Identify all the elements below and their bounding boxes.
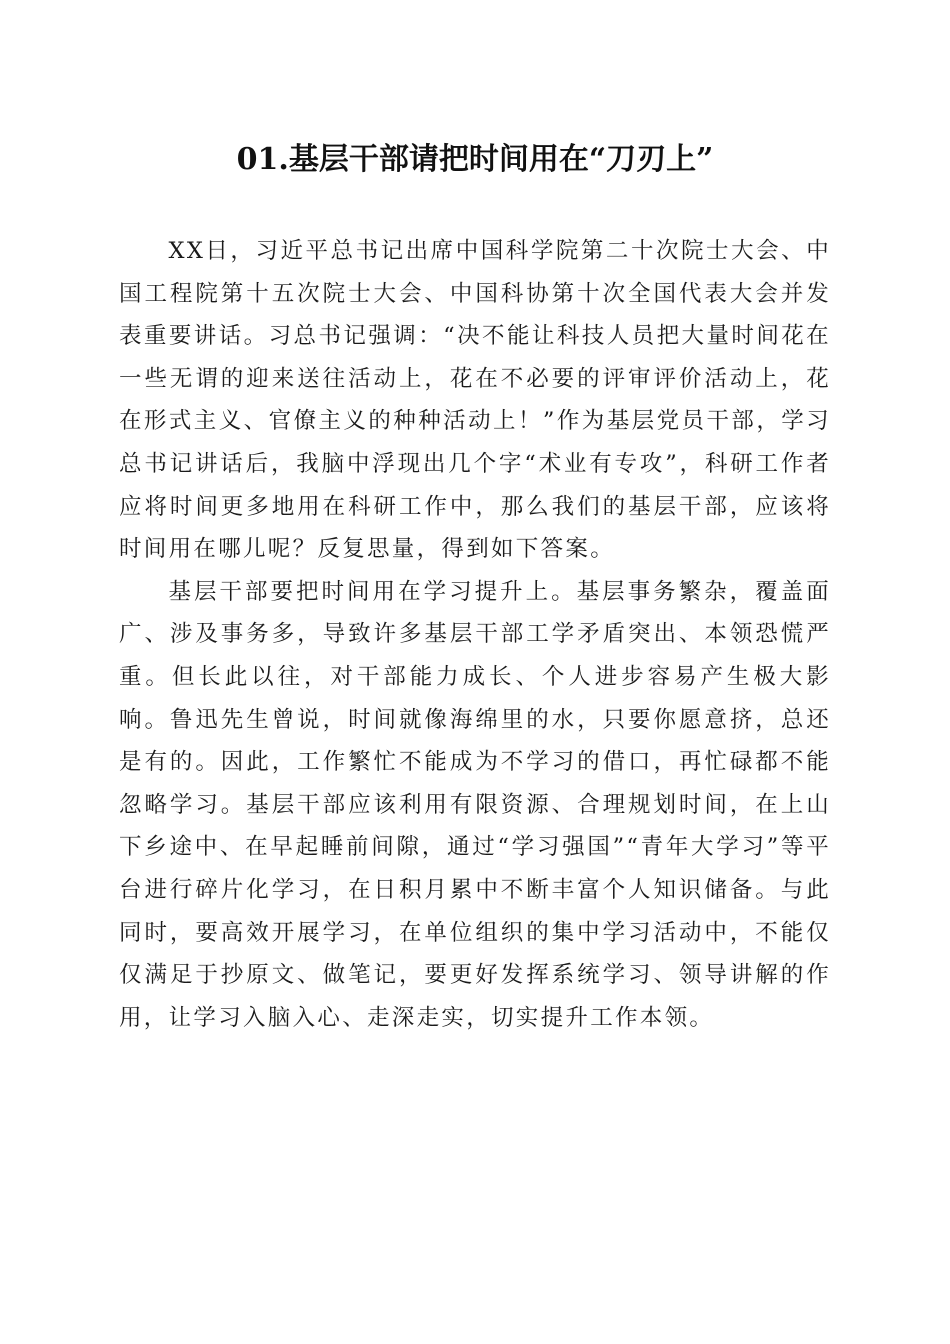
paragraph-intro: XX日，习近平总书记出席中国科学院第二十次院士大会、中国工程院第十五次院士大会、中国科协第十次全国代表大会并发表重要讲话。习总书记强调：“决不能让科技人员把大量时间花在一些无谓的迎来送往活动上，花在不必要的评审评价活动上，花在形式主义、官僚主义的种种活动上！”作为基层党员干部，学习总书记讲话后，我脑中浮现出几个字“术业有专攻”，科研工作者应将时间更多地用在科研工作中，那么我们的基层干部，应该将时间用在哪儿呢？反复思量，得到如下答案。 [119,238,831,563]
paragraph-study: 基层干部要把时间用在学习提升上。基层事务繁杂，覆盖面广、涉及事务多，导致许多基层干部工学矛盾突出、本领恐慌严重。但长此以往，对干部能力成长、个人进步容易产生极大影响。鲁迅先生曾说，时间就像海绵里的水，只要你愿意挤，总还是有的。因此，工作繁忙不能成为不学习的借口，再忙碌都不能忽略学习。基层干部应该利用有限资源、合理规划时间，在上山下乡途中、在早起睡前间隙，通过“学习强国”“青年大学习”等平台进行碎片化学习，在日积月累中不断丰富个人知识储备。与此同时，要高效开展学习，在单位组织的集中学习活动中，不能仅仅满足于抄原文、做笔记，要更好发挥系统学习、领导讲解的作用，让学习入脑入心、走深走实，切实提升工作本领。 [119,578,831,1031]
document-title: 01.基层干部请把时间用在“刀刃上” [236,142,714,177]
document-body [119,230,831,1039]
